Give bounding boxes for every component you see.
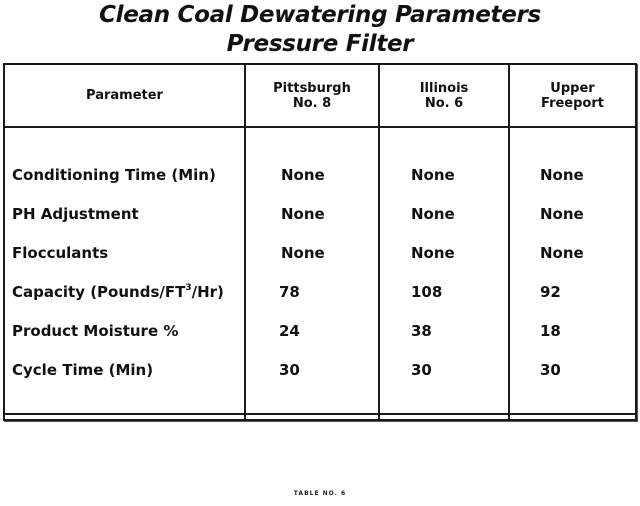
table-row-capacity	[5, 281, 635, 303]
header-parameter	[5, 65, 244, 126]
header-label: Freeport	[541, 95, 604, 111]
cell-illinois: None	[411, 166, 455, 184]
row-label: Flocculants	[12, 244, 109, 262]
table-row-ph-adjustment	[5, 203, 635, 225]
header-illinois	[380, 65, 508, 126]
header-label: No. 8	[292, 95, 332, 111]
cell-illinois: None	[411, 205, 455, 223]
row-label-text: /Hr)	[191, 283, 224, 301]
cell-illinois: 108	[411, 283, 443, 301]
cell-illinois: 30	[411, 361, 432, 379]
table-row-conditioning-time	[5, 164, 635, 186]
cell-upper-freeport: None	[540, 166, 584, 184]
header-label: Upper	[550, 80, 595, 96]
header-label: No. 6	[424, 95, 464, 111]
cell-upper-freeport: 18	[540, 322, 561, 340]
header-label: Parameter	[86, 88, 163, 103]
table-caption: TABLE NO. 6	[293, 490, 347, 497]
row-label: Cycle Time (Min)	[12, 361, 154, 379]
header-divider	[5, 126, 635, 128]
cell-upper-freeport: None	[540, 205, 584, 223]
cell-upper-freeport: 92	[540, 283, 561, 301]
cell-upper-freeport: 30	[540, 361, 561, 379]
parameters-table	[3, 63, 637, 421]
page-title: Clean Coal Dewatering Parameters	[99, 2, 541, 28]
cell-illinois: None	[411, 244, 455, 262]
cell-upper-freeport: None	[540, 244, 584, 262]
cell-illinois: 38	[411, 322, 432, 340]
cell-pittsburgh: 30	[279, 361, 300, 379]
row-label: Conditioning Time (Min)	[12, 166, 216, 184]
row-label: PH Adjustment	[12, 205, 139, 223]
cell-pittsburgh: 78	[279, 283, 300, 301]
table-row-flocculants	[5, 242, 635, 264]
table-row-product-moisture	[5, 320, 635, 342]
header-upper-freeport	[510, 65, 635, 126]
cell-pittsburgh: None	[281, 205, 325, 223]
bottom-rule	[5, 413, 635, 415]
cell-pittsburgh: None	[281, 244, 325, 262]
row-label: Product Moisture %	[12, 322, 179, 340]
header-label: Illinois	[419, 80, 469, 96]
cell-pittsburgh: None	[281, 166, 325, 184]
header-pittsburgh	[246, 65, 378, 126]
row-label-text: Capacity (Pounds/FT	[12, 283, 186, 301]
row-label-superscript: 3	[185, 283, 192, 293]
cell-pittsburgh: 24	[279, 322, 300, 340]
page-subtitle: Pressure Filter	[226, 31, 414, 57]
header-label: Pittsburgh	[273, 80, 351, 96]
table-row-cycle-time	[5, 359, 635, 381]
row-label	[12, 281, 224, 303]
